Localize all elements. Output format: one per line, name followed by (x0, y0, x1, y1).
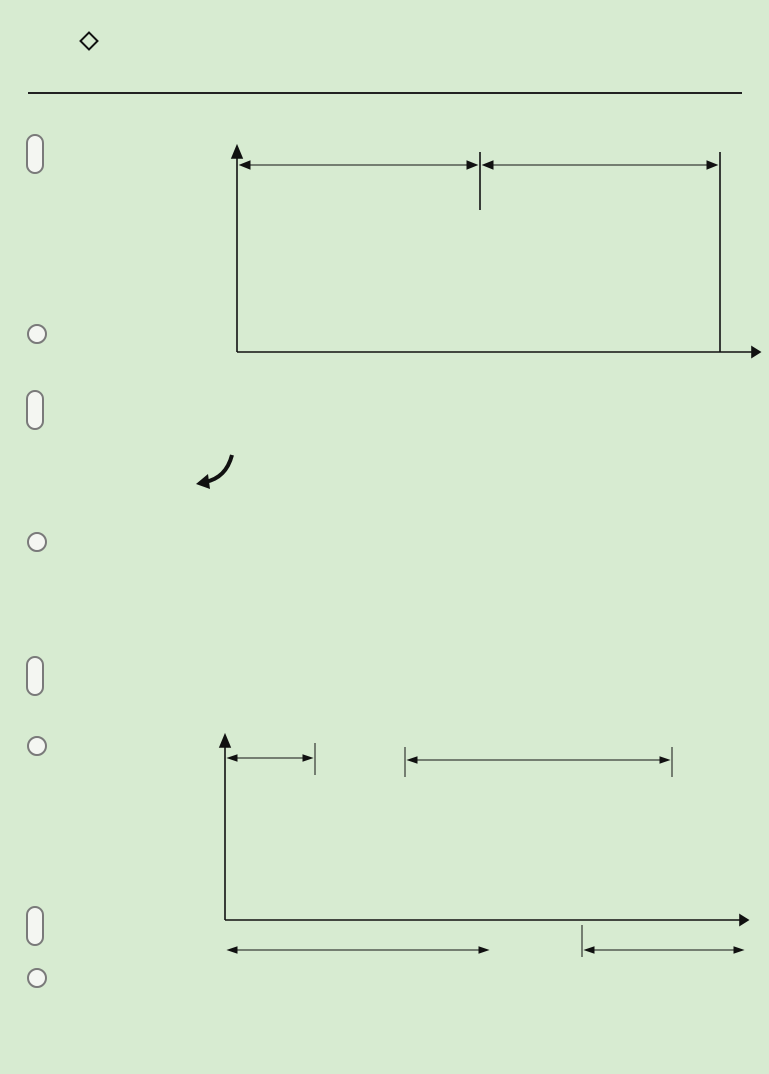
rotation-arrowhead (196, 474, 210, 489)
binder-hole (27, 968, 47, 988)
dimension-arrows (240, 161, 717, 169)
rotation-arrow-icon (205, 455, 232, 482)
x-axis-arrow (752, 347, 760, 357)
flow-axes (220, 735, 748, 925)
y-axis-arrow (232, 146, 242, 158)
speed-axes (232, 146, 760, 357)
flow-x-axis-arrow (740, 915, 748, 925)
flow-diagram (0, 725, 769, 965)
flow-y-axis-arrow (220, 735, 230, 747)
flow-dimension-arrows (228, 743, 743, 957)
binder-hole (26, 656, 44, 696)
